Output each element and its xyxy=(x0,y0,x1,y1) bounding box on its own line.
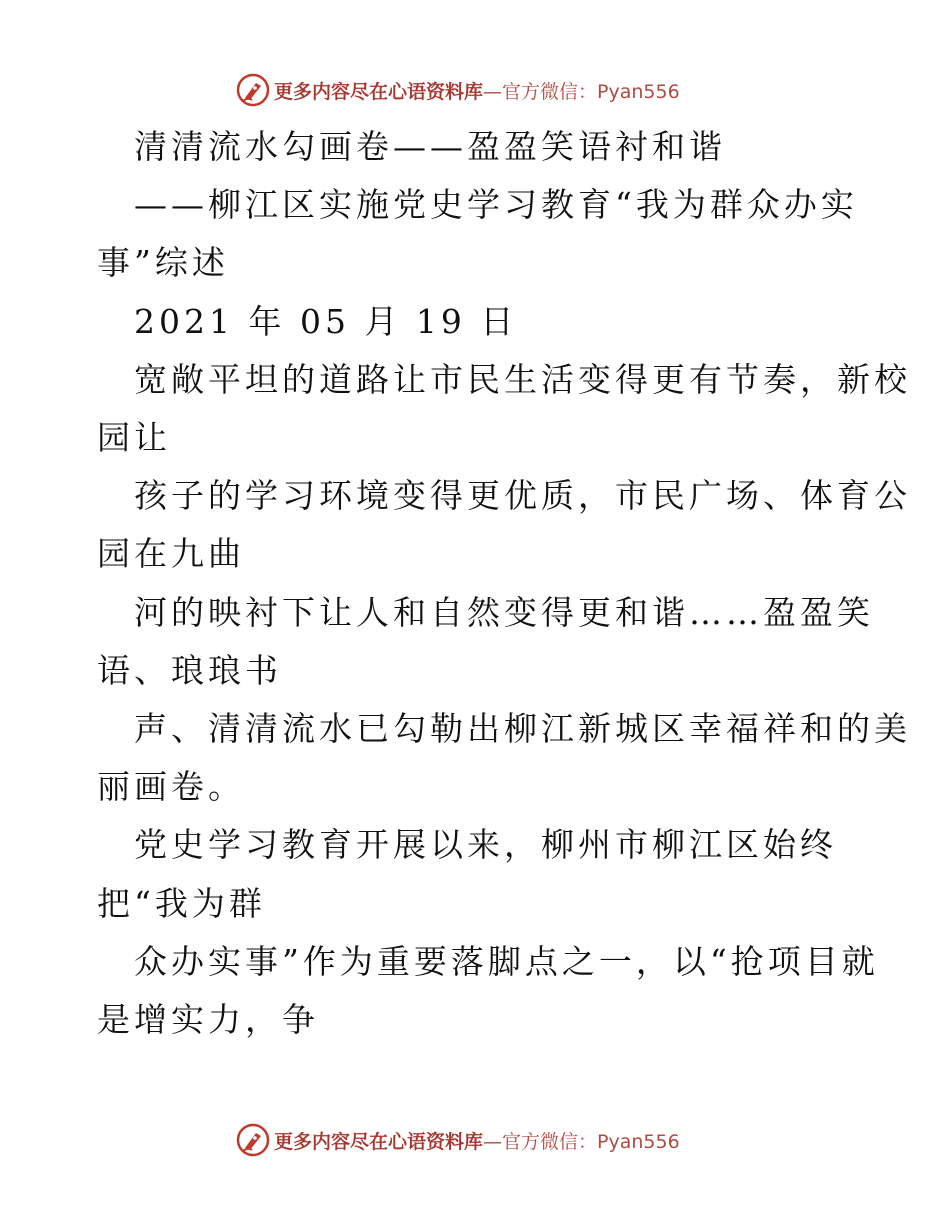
watermark-footer xyxy=(236,1122,680,1158)
pen-nib-logo-icon xyxy=(236,73,270,107)
paragraph-line: 众办实事”作为重要落脚点之一，以“抢项目就 xyxy=(134,942,879,981)
paragraph-line: 宽敞平坦的道路让市民生活变得更有节奏，新校 xyxy=(134,360,911,399)
watermark-text: 更多内容尽在心语资料库—官方微信：Pyan556 xyxy=(274,80,680,103)
watermark-header xyxy=(236,72,680,108)
document-subtitle-continued: 事”综述 xyxy=(97,243,229,282)
paragraph-line: 语、琅琅书 xyxy=(97,651,282,690)
document-title: 清清流水勾画卷——盈盈笑语衬和谐 xyxy=(134,127,726,166)
paragraph-line: 园在九曲 xyxy=(97,534,245,573)
paragraph-line: 园让 xyxy=(97,418,171,457)
paragraph-line: 党史学习教育开展以来，柳州市柳江区始终 xyxy=(134,825,837,864)
watermark-text: 更多内容尽在心语资料库—官方微信：Pyan556 xyxy=(274,1130,680,1153)
paragraph-line: 声、清清流水已勾勒出柳江新城区幸福祥和的美 xyxy=(134,709,911,748)
paragraph-line: 是增实力，争 xyxy=(97,1000,319,1039)
document-subtitle: ——柳江区实施党史学习教育“我为群众办实 xyxy=(134,185,858,224)
paragraph-line: 把“我为群 xyxy=(97,884,266,923)
paragraph-line: 丽画卷。 xyxy=(97,767,245,806)
paragraph-line: 孩子的学习环境变得更优质，市民广场、体育公 xyxy=(134,476,911,515)
paragraph-line: 河的映衬下让人和自然变得更和谐……盈盈笑 xyxy=(134,593,874,632)
document-date: 2021 年 05 月 19 日 xyxy=(134,302,518,341)
pen-nib-logo-icon xyxy=(236,1123,270,1157)
